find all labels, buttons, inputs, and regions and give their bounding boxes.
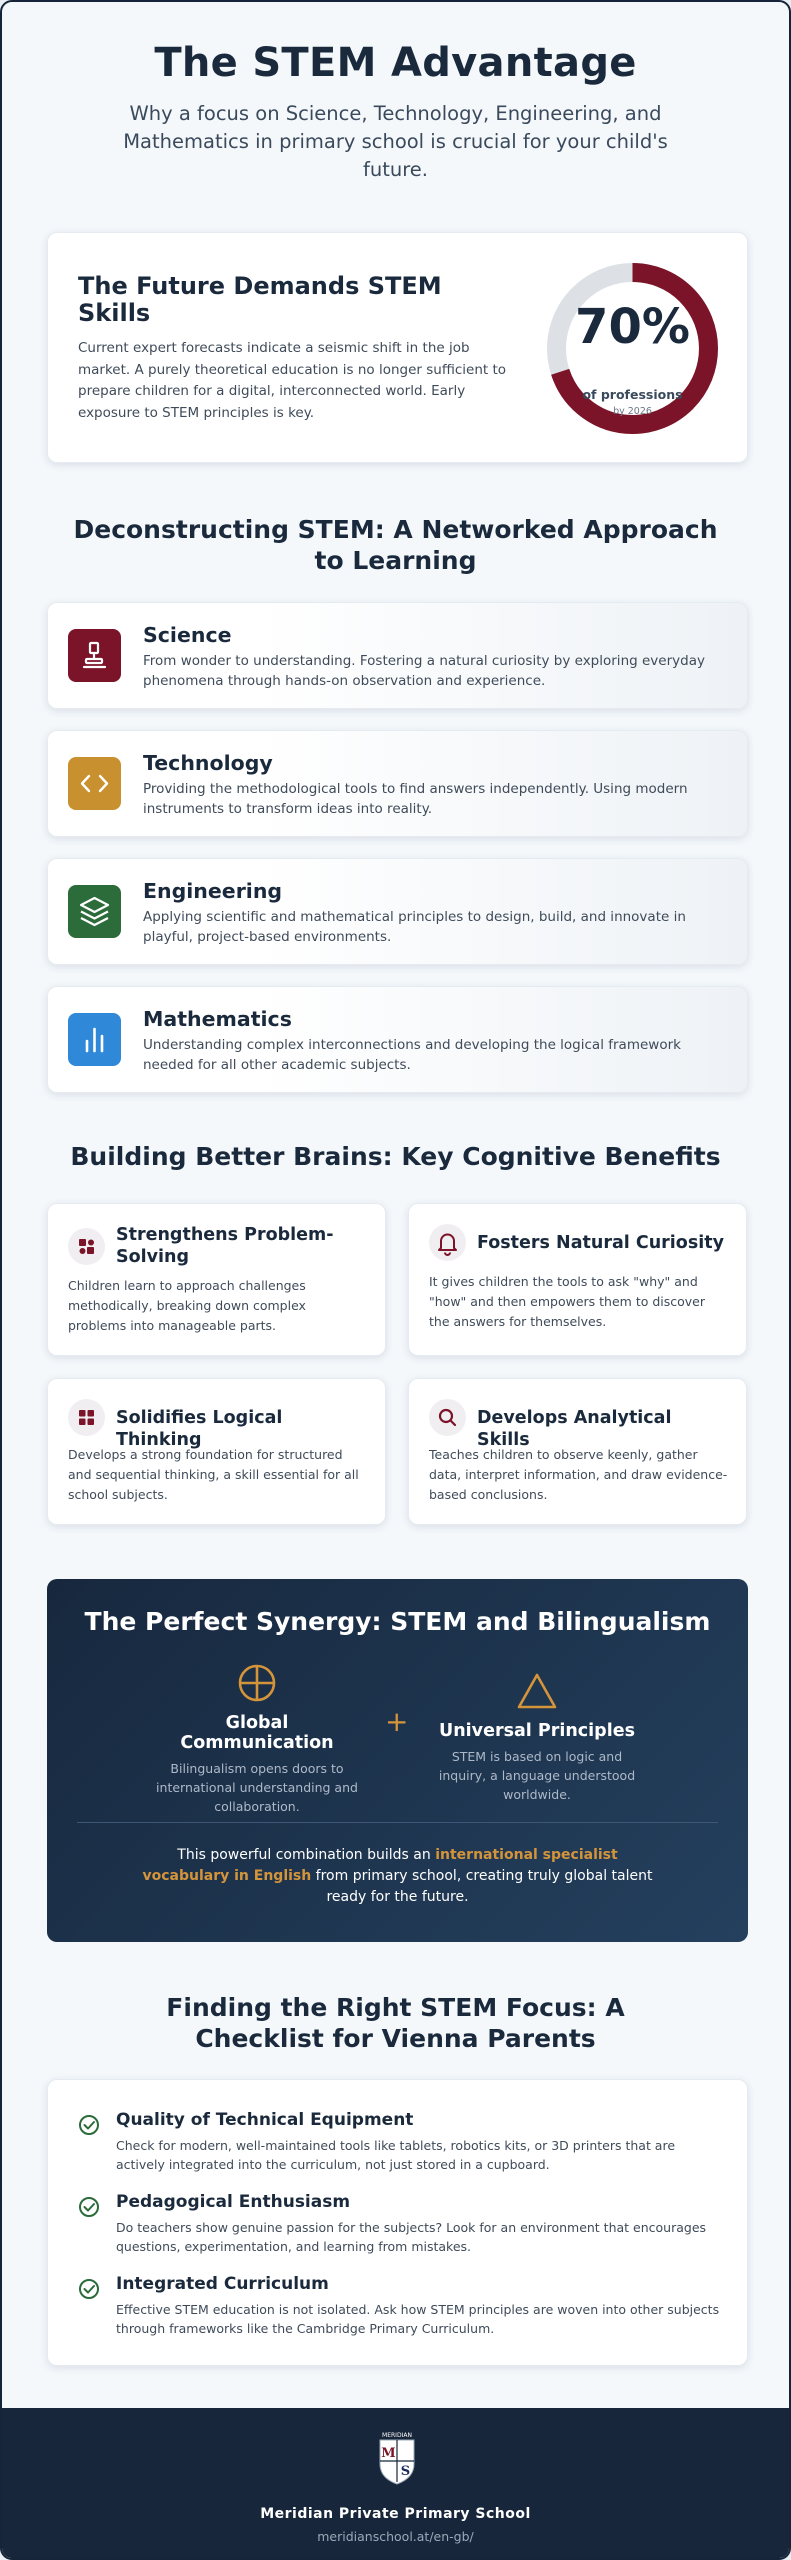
stem-title-technology: Technology: [143, 751, 273, 775]
donut-percentage: 70%: [575, 299, 690, 355]
stem-text-mathematics: Understanding complex interconnections and developing the logical framework needed for all other academic subjects.: [143, 1037, 681, 1073]
synergy-title: The Perfect Synergy: STEM and Bilingualism: [84, 1607, 711, 1636]
synergy-plus: +: [385, 1705, 409, 1738]
synergy-summary-end: from primary school, creating truly global talent ready for the future.: [311, 1868, 653, 1905]
stem-title-mathematics: Mathematics: [143, 1007, 292, 1031]
synergy-right-text: STEM is based on logic and inquiry, a language understood worldwide.: [438, 1749, 636, 1802]
stem-text-technology: Providing the methodological tools to find answers independently. Using modern instruments to transform ideas into reality.: [143, 781, 688, 817]
globe-icon: [237, 1663, 277, 1703]
bell-icon: [429, 1224, 466, 1261]
benefit-card-analytical-skills: [408, 1378, 747, 1525]
magnifier-icon: [429, 1399, 466, 1436]
puzzle-icon: [68, 1228, 105, 1265]
crest-letter-m: M: [381, 2446, 396, 2461]
stem-card-science: [47, 602, 748, 709]
page-title: The STEM Advantage: [154, 40, 637, 86]
benefit-title-analytical-skills: Develops Analytical Skills: [477, 1408, 672, 1450]
benefit-text-problem-solving: Children learn to approach challenges methodically, breaking down complex problems into manageable parts.: [68, 1278, 306, 1333]
synergy-summary-highlight: international specialist vocabulary in English: [142, 1847, 618, 1884]
grid-icon: [68, 1399, 105, 1436]
checklist-item-title: Quality of Technical Equipment: [116, 2110, 414, 2130]
future-text: Current expert forecasts indicate a seismic shift in the job market. A purely theoretical education is no longer sufficient to prepare children for a digital, interconnected world. Early exposure to STEM principles is key.: [78, 340, 507, 421]
footer-url-link[interactable]: meridianschool.at/en-gb/: [317, 2529, 474, 2544]
checklist-item-title: Integrated Curriculum: [116, 2274, 329, 2294]
stem-card-mathematics: [47, 986, 748, 1093]
checklist-item-title: Pedagogical Enthusiasm: [116, 2192, 351, 2212]
stem-section-title: Deconstructing STEM: A Networked Approach to Learning: [73, 515, 718, 575]
crest-letter-s: S: [400, 2464, 411, 2479]
synergy-summary-start: This powerful combination builds an: [177, 1847, 436, 1863]
synergy-divider: [77, 1822, 718, 1823]
triangle-icon: [515, 1671, 559, 1711]
benefits-section-title: Building Better Brains: Key Cognitive Benefits: [70, 1142, 721, 1171]
bar-chart-icon: [68, 1013, 121, 1066]
checklist-item-text: Do teachers show genuine passion for the subjects? Look for an environment that encourages questions, experimentation, and learning from mistakes.: [116, 2220, 707, 2254]
checklist-card: [47, 2079, 748, 2366]
future-demands-card: [47, 232, 748, 463]
benefit-text-logical-thinking: Develops a strong foundation for structured and sequential thinking, a skill essential for all school subjects.: [68, 1447, 359, 1502]
stem-text-science: From wonder to understanding. Fostering a natural curiosity by exploring everyday phenomena through hands-on observation and experience.: [143, 653, 705, 689]
stem-title-engineering: Engineering: [143, 879, 283, 903]
stem-title-science: Science: [143, 623, 232, 647]
checklist-section-title: Finding the Right STEM Focus: A Checklist for Vienna Parents: [166, 1993, 625, 2053]
synergy-panel: [47, 1579, 748, 1942]
footer: [2, 2408, 789, 2560]
check-circle-icon: [78, 2196, 100, 2218]
synergy-left-title: Global Communication: [180, 1713, 334, 1753]
stem-card-engineering: [47, 858, 748, 965]
stem-text-engineering: Applying scientific and mathematical principles to design, build, and innovate in playful, project-based environments.: [143, 909, 686, 945]
future-title: The Future Demands STEM Skills: [78, 272, 442, 327]
stem-card-technology: [47, 730, 748, 837]
benefit-text-curiosity: It gives children the tools to ask "why" and "how" and then empowers them to discover the answers for themselves.: [429, 1274, 706, 1329]
benefit-text-analytical-skills: Teaches children to observe keenly, gather data, interpret information, and draw evidence-based conclusions.: [429, 1447, 728, 1502]
synergy-universal-principles: [432, 1671, 642, 1804]
page-subtitle: Why a focus on Science, Technology, Engineering, and Mathematics in primary school is crucial for your child's future.: [123, 102, 668, 181]
benefit-title-curiosity: Fosters Natural Curiosity: [477, 1233, 725, 1253]
hero: [2, 40, 789, 184]
footer-school-name: Meridian Private Primary School: [260, 2506, 531, 2522]
benefit-card-curiosity: [408, 1203, 747, 1356]
synergy-left-text: Bilingualism opens doors to international understanding and collaboration.: [156, 1761, 358, 1814]
synergy-right-title: Universal Principles: [439, 1721, 635, 1741]
professions-donut-chart: [545, 261, 720, 436]
crest-text: MERIDIAN: [382, 2432, 412, 2439]
synergy-global-communication: [152, 1663, 362, 1816]
check-circle-icon: [78, 2114, 100, 2136]
layers-icon: [68, 885, 121, 938]
benefit-card-logical-thinking: [47, 1378, 386, 1525]
code-icon: [68, 757, 121, 810]
benefit-card-problem-solving: [47, 1203, 386, 1356]
benefit-title-problem-solving: Strengthens Problem-Solving: [116, 1225, 334, 1267]
donut-sublabel: by 2026: [613, 406, 652, 417]
microscope-icon: [68, 629, 121, 682]
benefit-title-logical-thinking: Solidifies Logical Thinking: [116, 1408, 283, 1450]
synergy-summary: [142, 1845, 653, 1908]
checklist-item-text: Check for modern, well-maintained tools like tablets, robotics kits, or 3D printers that are actively integrated into the curriculum, not just stored in a cupboard.: [116, 2138, 676, 2172]
check-circle-icon: [78, 2278, 100, 2300]
donut-label: of professions: [582, 387, 683, 402]
school-crest-logo: [376, 2430, 418, 2486]
checklist-item-text: Effective STEM education is not isolated. Ask how STEM principles are woven into other subjects through frameworks like the Cambridge Primary Curriculum.: [116, 2302, 720, 2336]
